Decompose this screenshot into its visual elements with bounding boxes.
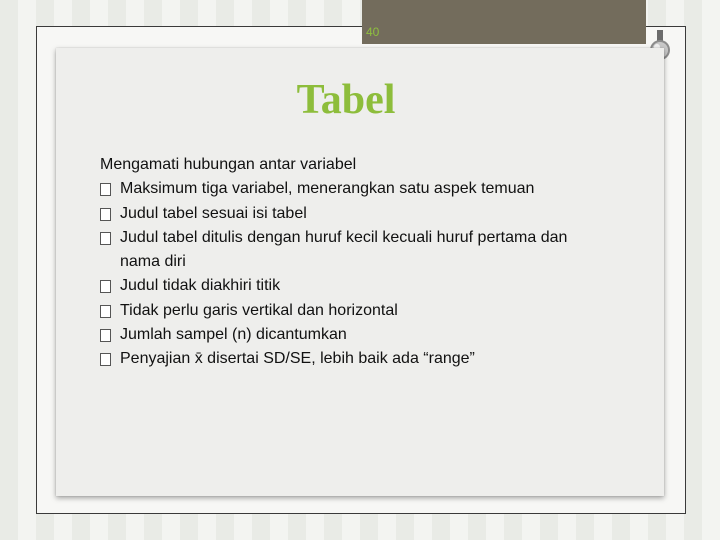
bullet-item	[100, 226, 600, 275]
bullet-text: Judul tidak diakhiri titik	[120, 277, 281, 295]
intro-text: Mengamati hubungan antar variabel	[100, 156, 357, 173]
slide-content	[100, 153, 600, 372]
square-bullet-icon	[100, 208, 111, 221]
bullet-text: Penyajian x̄ disertai SD/SE, lebih baik ada “range”	[120, 350, 475, 368]
bullet-item	[100, 299, 600, 323]
square-bullet-icon	[100, 305, 111, 318]
bullet-text: Judul tabel ditulis dengan huruf kecil kecuali huruf pertama dan nama diri	[120, 228, 568, 271]
bullet-item	[100, 202, 600, 226]
bullet-text: Jumlah sampel (n) dicantumkan	[120, 326, 347, 344]
square-bullet-icon	[100, 280, 111, 293]
bullet-text: Judul tabel sesuai isi tabel	[120, 204, 307, 222]
slide-title: Tabel	[296, 77, 396, 123]
square-bullet-icon	[100, 183, 111, 196]
square-bullet-icon	[100, 353, 111, 366]
bullet-item	[100, 347, 600, 371]
top-bar	[362, 0, 646, 44]
bullet-list	[100, 177, 600, 371]
bullet-item	[100, 177, 600, 201]
bullet-item	[100, 323, 600, 347]
square-bullet-icon	[100, 329, 111, 342]
slide-number: 40	[366, 25, 380, 39]
square-bullet-icon	[100, 232, 111, 245]
bullet-text: Tidak perlu garis vertikal dan horizontal	[120, 301, 398, 319]
bullet-item	[100, 274, 600, 298]
bullet-text: Maksimum tiga variabel, menerangkan satu aspek temuan	[120, 180, 535, 198]
